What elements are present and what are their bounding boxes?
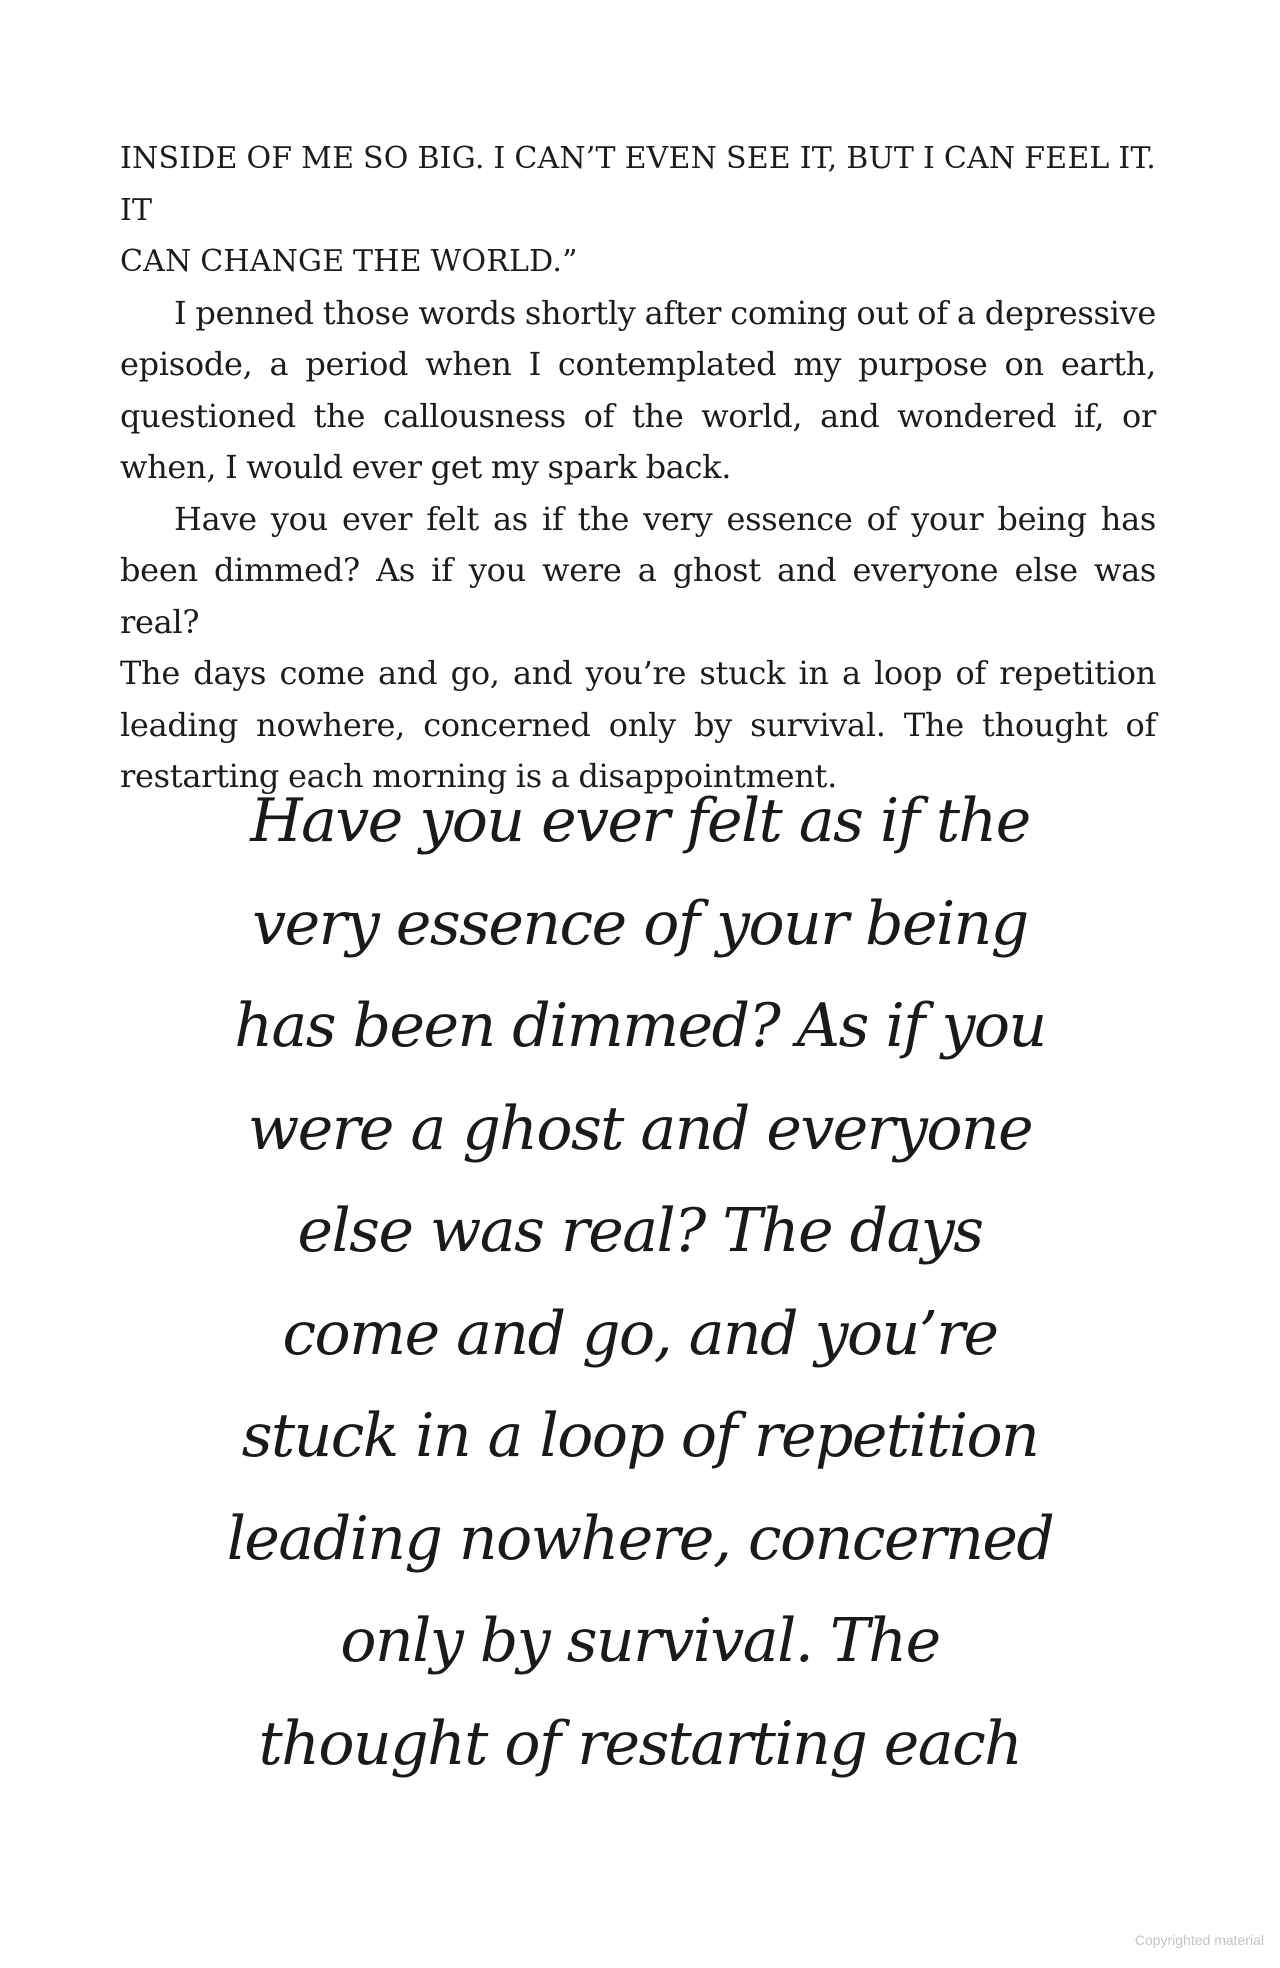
text-line: INSIDE OF ME SO BIG. I CAN’T EVEN SEE IT, BUT I CAN FEEL IT. IT	[120, 141, 1156, 228]
text-line: CAN CHANGE THE WORLD.”	[120, 244, 578, 279]
text-line: The days come and go, and you’re stuck in a loop of repetition	[120, 654, 1156, 692]
text-line: I penned those words shortly after coming out of a depressive	[174, 293, 1156, 332]
pull-quote	[180, 770, 1100, 1795]
text-line: episode, a period when I contemplated my purpose on earth,	[120, 345, 1156, 383]
text-line: leading nowhere, concerned only by survival. The thought of	[120, 705, 1156, 744]
pull-quote-line: very essence of your being	[252, 888, 1028, 959]
pull-quote-line: has been dimmed? As if you	[234, 991, 1046, 1061]
text-line: Have you ever felt as if the very essence of your being has	[174, 499, 1156, 538]
pull-quote-line: come and go, and you’re	[282, 1298, 998, 1369]
pull-quote-line: were a ghost and everyone	[247, 1093, 1033, 1164]
body-text	[120, 133, 1156, 803]
pull-quote-line: stuck in a loop of repetition	[241, 1401, 1039, 1471]
text-line: been dimmed? As if you were a ghost and everyone else was real?	[120, 551, 1156, 641]
paragraph-penned-words	[120, 288, 1156, 494]
text-line: questioned the callousness of the world, and wondered if, or	[120, 396, 1156, 435]
pull-quote-line: thought of restarting each	[258, 1708, 1022, 1779]
pull-quote-line: Have you ever felt as if the	[250, 786, 1030, 856]
text-line: restarting each morning is a disappointment.	[120, 757, 837, 795]
text-line: when, I would ever get my spark back.	[120, 448, 732, 486]
paragraph-continued-quote	[120, 133, 1156, 288]
pull-quote-line: only by survival. The	[340, 1606, 940, 1676]
copyright-watermark: Copyrighted material	[1134, 1932, 1264, 1948]
pull-quote-line: else was real? The days	[297, 1196, 983, 1266]
paragraph-have-you-ever	[120, 494, 1156, 803]
pull-quote-line: leading nowhere, concerned	[226, 1503, 1054, 1574]
